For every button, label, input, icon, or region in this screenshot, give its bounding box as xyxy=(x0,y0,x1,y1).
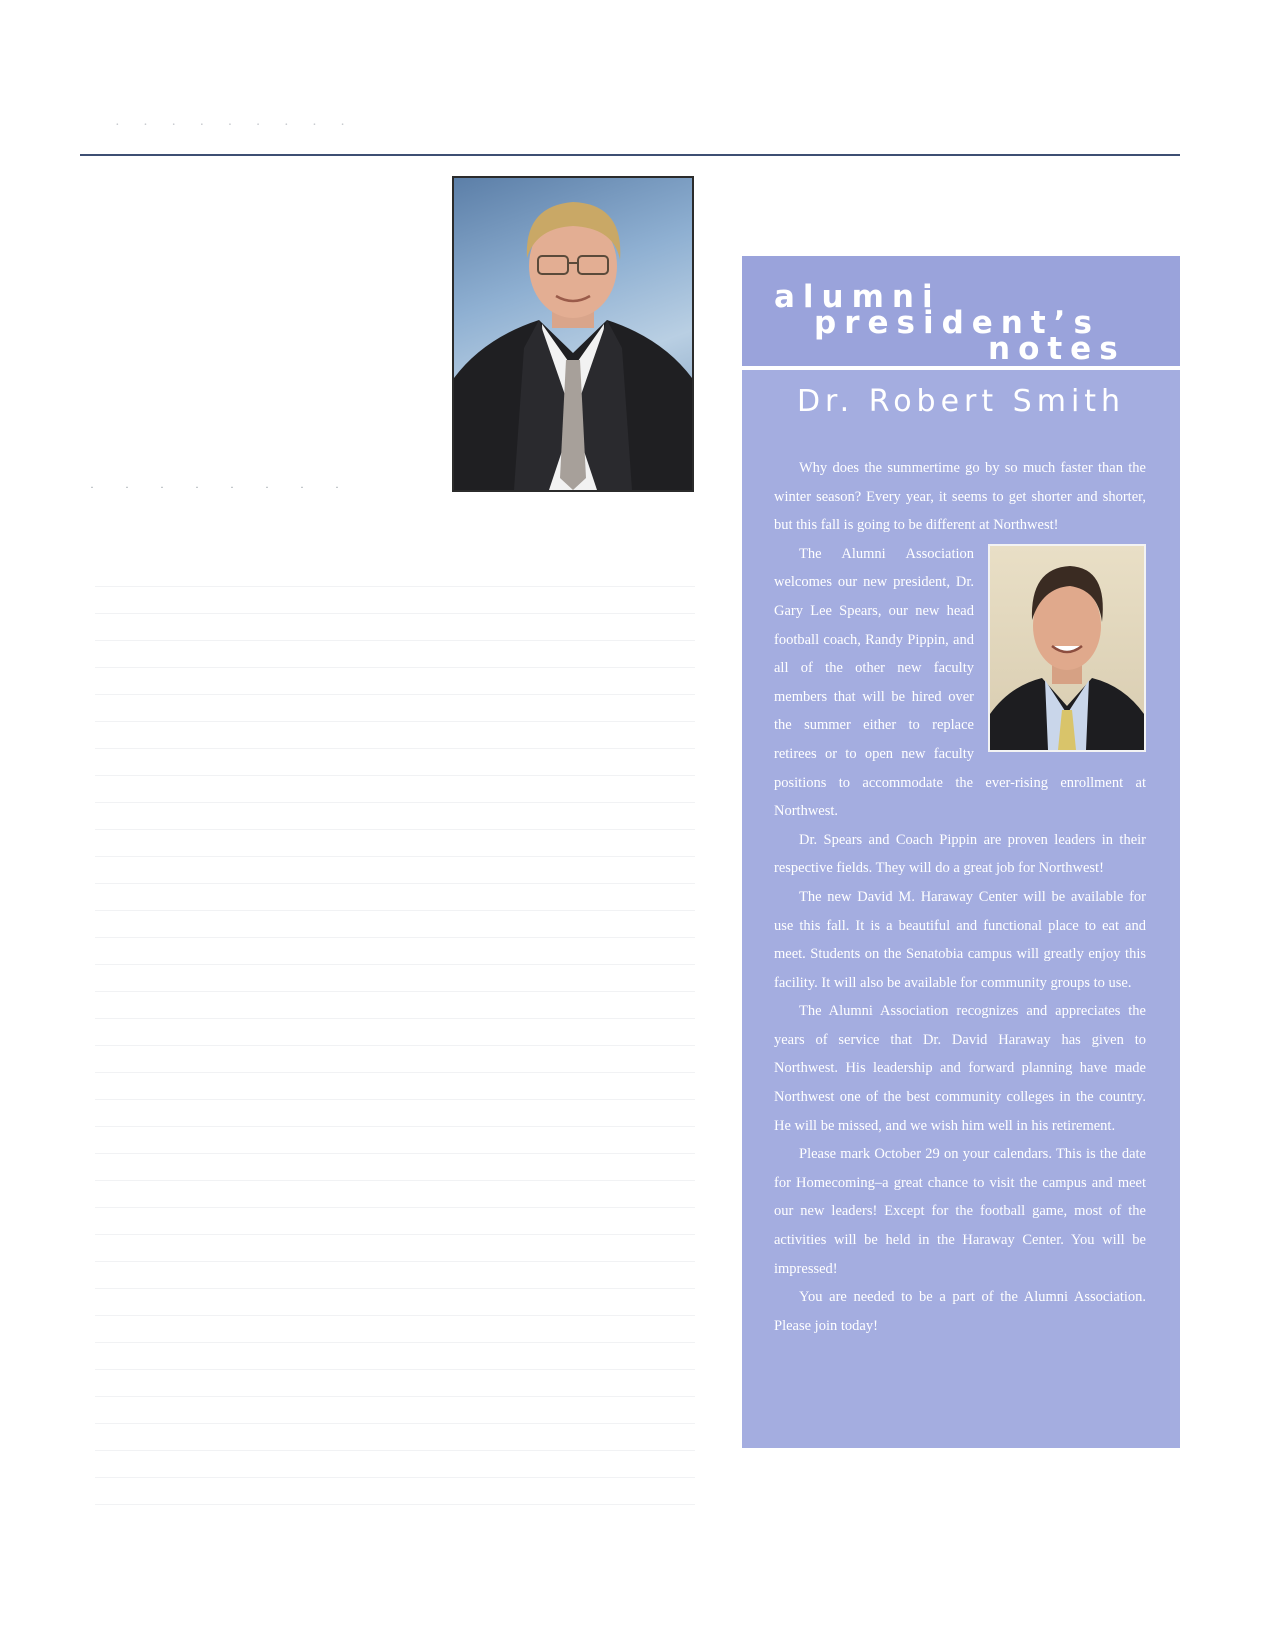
paragraph-7: You are needed to be a part of the Alumni Association. Please join today! xyxy=(774,1289,1146,1334)
paragraph-6: Please mark October 29 on your calendars. This is the date for Homecoming–a great chance to visit the campus and meet our new leaders! Except for the football game, most of the activities will be held in the Haraway Center. You will be impressed! xyxy=(774,1146,1146,1277)
sidebar-title-line-3: notes xyxy=(988,331,1126,367)
paragraph-3: Dr. Spears and Coach Pippin are proven leaders in their respective fields. They will do a great job for Northwest! xyxy=(774,831,1146,877)
sidebar-body xyxy=(774,454,1146,1340)
inset-portrait-photo xyxy=(988,544,1146,752)
sidebar-header xyxy=(742,256,1180,370)
sidebar-title-line-1: alumni xyxy=(774,279,941,315)
top-rule xyxy=(80,154,1180,156)
inset-portrait-illustration xyxy=(990,546,1144,750)
sidebar-title-line-2: president’s xyxy=(814,305,1100,341)
paragraph-1: Why does the summertime go by so much faster than the winter season? Every year, it seems to get shorter and shorter, but this fall is going to be different at Northwest! xyxy=(774,460,1146,534)
faded-header-text: · · · · · · · · · xyxy=(115,118,355,133)
faded-bleedthrough-lines xyxy=(95,560,695,1520)
paragraph-4: The new David M. Haraway Center will be available for use this fall. It is a beautiful and functional place to eat and meet. Students on the Senatobia campus will greatly enjoy this facility. It will also be available for community groups to use. xyxy=(774,888,1146,991)
portrait-illustration xyxy=(454,178,692,490)
paragraph-5: The Alumni Association recognizes and appreciates the years of service that Dr. David Haraway has given to Northwest. His leadership and forward planning have made Northwest one of the best community colleges in the country. He will be missed, and we wish him well in his retirement. xyxy=(774,1003,1146,1134)
author-name: Dr. Robert Smith xyxy=(796,384,1126,419)
alumni-presidents-notes-sidebar xyxy=(742,256,1180,1448)
portrait-photo xyxy=(452,176,694,492)
faded-dots-text: · · · · · · · · xyxy=(90,480,353,494)
paragraph-2: The Alumni Association welcomes our new president, Dr. Gary Lee Spears, our new head football coach, Randy Pippin, and all of the other new faculty members that will be hired over the summer either to replace retirees or to open new faculty positions to accommodate the ever-rising enrollment at Northwest. xyxy=(774,545,1146,820)
